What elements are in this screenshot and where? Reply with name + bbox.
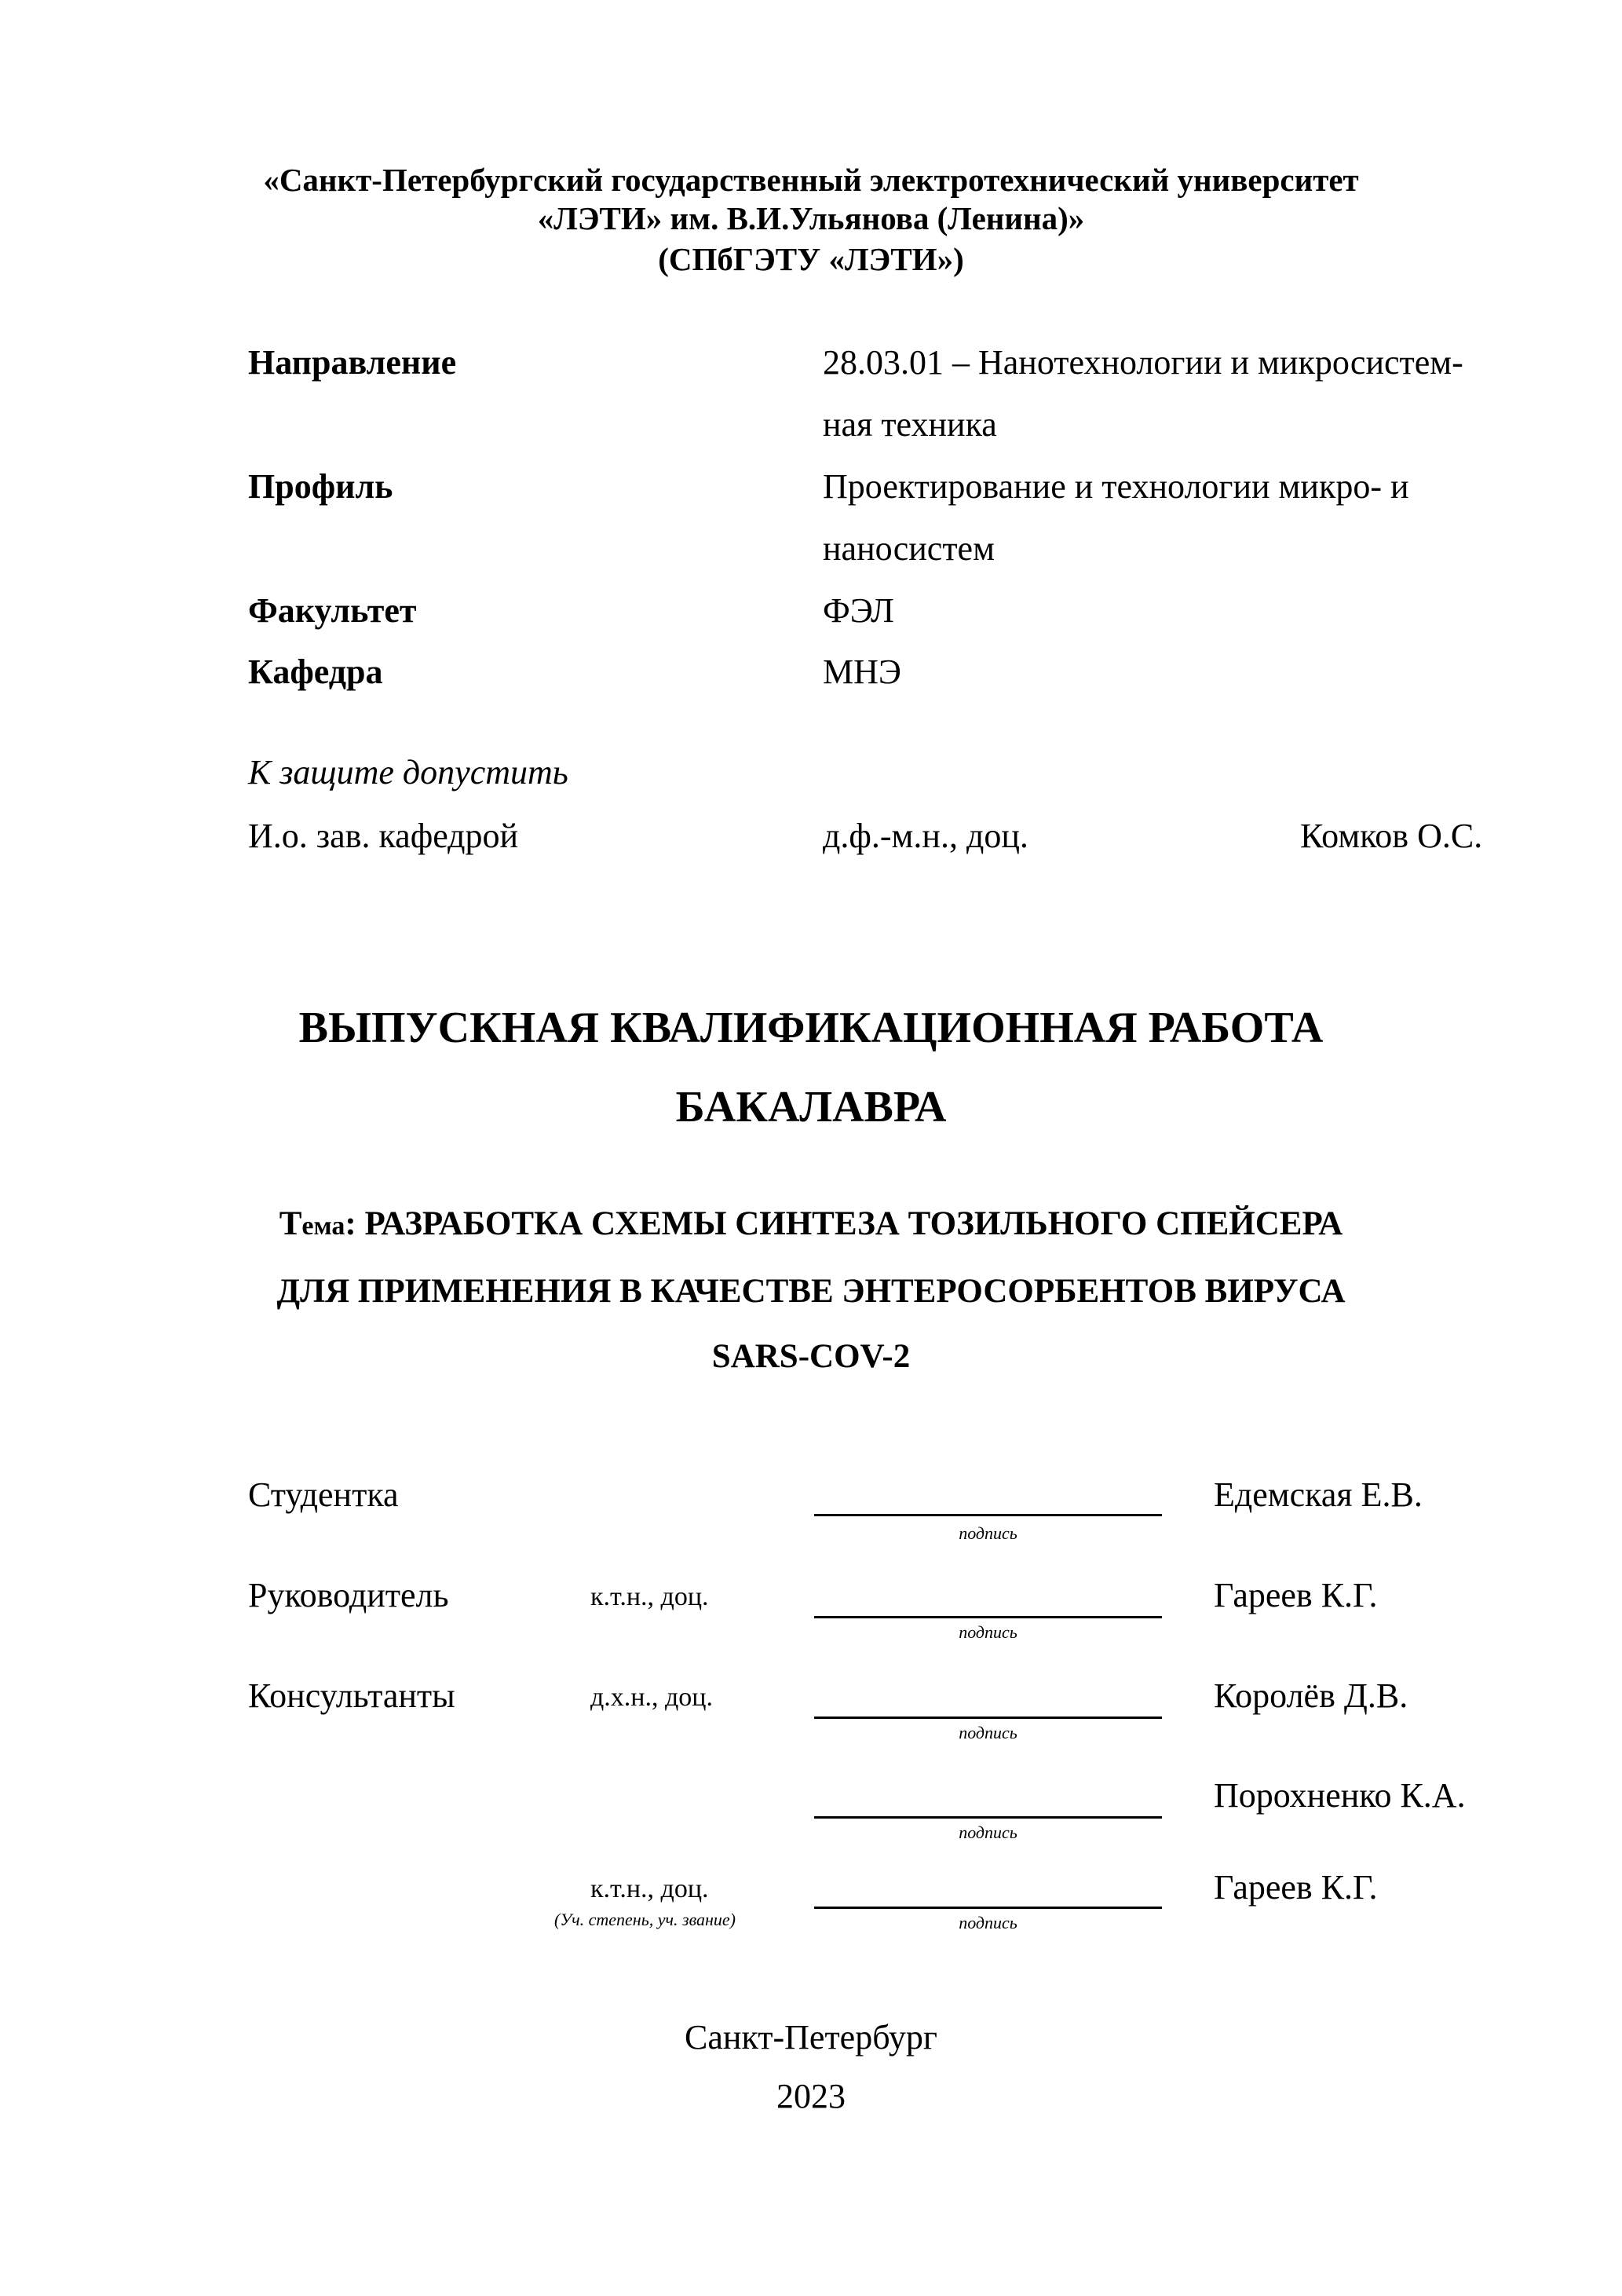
university-name-line2: «ЛЭТИ» им. В.И.Ульянова (Ленина)» xyxy=(537,200,1085,236)
signature-name: Гареев К.Г. xyxy=(1214,1868,1378,1907)
department-value: МНЭ xyxy=(823,653,901,691)
title-line2: БАКАЛАВРА xyxy=(675,1083,947,1132)
profile-label: Профиль xyxy=(248,467,393,506)
signature-caption: подпись xyxy=(959,1723,1017,1742)
theme-line3: SARS-COV-2 xyxy=(711,1338,911,1375)
theme-line1 xyxy=(0,1201,1622,1248)
signature-role: Студентка xyxy=(248,1475,399,1514)
signature-caption: подпись xyxy=(959,1622,1017,1642)
profile-value-line1: Проектирование и технологии микро- и xyxy=(823,467,1409,506)
signature-name: Королёв Д.В. xyxy=(1214,1676,1408,1715)
signature-role: Консультанты xyxy=(248,1676,455,1715)
theme-prefix-rest: ема xyxy=(301,1212,345,1241)
department-label: Кафедра xyxy=(248,653,383,691)
theme-text-line1: : РАЗРАБОТКА СХЕМЫ СИНТЕЗА ТОЗИЛЬНОГО СПЕЙСЕРА xyxy=(345,1205,1343,1242)
title-line1: ВЫПУСКНАЯ КВАЛИФИКАЦИОННАЯ РАБОТА xyxy=(298,1004,1324,1052)
signature-degree: к.т.н., доц. xyxy=(590,1582,709,1611)
signature-line xyxy=(814,1907,1162,1909)
degree-caption: (Уч. степень, уч. звание) xyxy=(554,1910,736,1929)
theme-line2: ДЛЯ ПРИМЕНЕНИЯ В КАЧЕСТВЕ ЭНТЕРОСОРБЕНТОВ ВИРУСА xyxy=(276,1273,1346,1310)
city: Санкт-Петербург xyxy=(685,2018,937,2057)
signature-name: Порохненко К.А. xyxy=(1214,1776,1466,1815)
signature-line xyxy=(814,1717,1162,1719)
faculty-label: Факультет xyxy=(248,591,417,630)
signature-line xyxy=(814,1616,1162,1618)
signature-degree: к.т.н., доц. xyxy=(590,1874,709,1903)
approval-degree: д.ф.-м.н., доц. xyxy=(823,817,1028,855)
year: 2023 xyxy=(776,2077,846,2115)
signature-name: Гареев К.Г. xyxy=(1214,1576,1378,1614)
signature-degree: д.х.н., доц. xyxy=(590,1683,713,1712)
signature-name: Едемская Е.В. xyxy=(1214,1475,1423,1514)
profile-value-line2: наносистем xyxy=(823,529,995,568)
direction-value-line2: ная техника xyxy=(823,405,997,444)
signature-line xyxy=(814,1816,1162,1819)
university-abbrev: (СПбГЭТУ «ЛЭТИ») xyxy=(658,241,964,277)
signature-caption: подпись xyxy=(959,1523,1017,1543)
signature-role: Руководитель xyxy=(248,1576,449,1614)
theme-prefix-first: Т xyxy=(279,1205,302,1242)
university-name-line1: «Санкт-Петербургский государственный электротехнический университет xyxy=(263,162,1359,198)
signature-caption: подпись xyxy=(959,1823,1017,1842)
approval-heading: К защите допустить xyxy=(248,753,568,792)
approval-role: И.о. зав. кафедрой xyxy=(248,817,519,855)
signature-line xyxy=(814,1514,1162,1516)
faculty-value: ФЭЛ xyxy=(823,591,894,630)
approval-name: Комков О.С. xyxy=(1300,817,1483,855)
direction-label: Направление xyxy=(248,343,457,382)
signature-caption: подпись xyxy=(959,1913,1017,1932)
direction-value-line1: 28.03.01 – Нанотехнологии и микросистем- xyxy=(823,343,1463,382)
